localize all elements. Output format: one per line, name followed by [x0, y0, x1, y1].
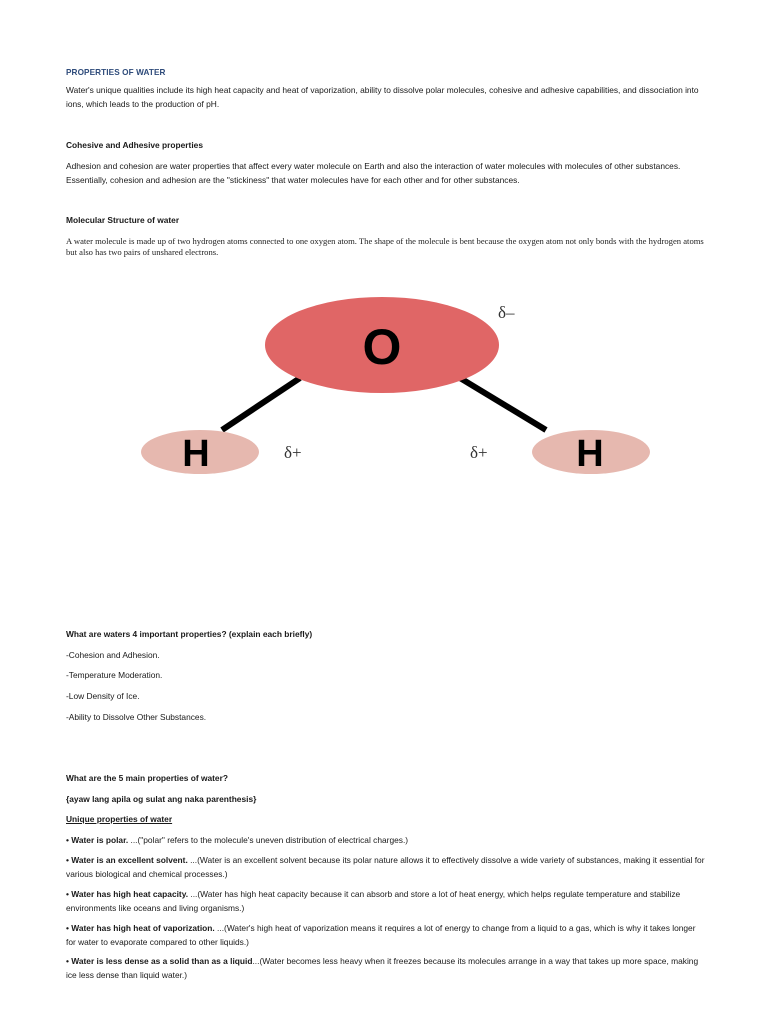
property-title: • Water has high heat of vaporization.: [66, 923, 215, 933]
oxygen-label: O: [362, 319, 402, 375]
property-item: [66, 834, 706, 848]
hydrogen-right-label: H: [576, 433, 604, 475]
property-item: [66, 854, 706, 881]
right-bond: [460, 378, 546, 430]
cohesive-heading: Cohesive and Adhesive properties: [66, 140, 203, 150]
property-title: • Water has high heat capacity.: [66, 889, 189, 899]
water-molecule-diagram: [0, 280, 768, 500]
structure-paragraph: A water molecule is made up of two hydrogen atoms connected to one oxygen atom. The shape of the molecule is bent because the oxygen atom not only bonds with the hydrogen atoms but also has two pairs of unshared electrons.: [66, 236, 704, 258]
property-explanation: ...(Water has high heat capacity because it can absorb and store a lot of heat energy, which helps regulate temperature and stabilize environments like oceans and living organisms.): [66, 889, 681, 913]
q1-item: -Ability to Dissolve Other Substances.: [66, 712, 207, 722]
q2-note: {ayaw lang apila og sulat ang naka parenthesis}: [66, 794, 257, 804]
q1-item: -Cohesion and Adhesion.: [66, 650, 160, 660]
right-charge-label: δ+: [470, 443, 488, 462]
property-title: • Water is polar.: [66, 835, 129, 845]
q2-heading: What are the 5 main properties of water?: [66, 773, 228, 783]
q2-subheading: Unique properties of water: [66, 814, 173, 824]
property-item: [66, 888, 706, 915]
left-bond: [222, 378, 300, 430]
property-explanation: ...("polar" refers to the molecule's uneven distribution of electrical charges.): [128, 835, 409, 845]
property-explanation: ...(Water becomes less heavy when it freezes because its molecules arrange in a way that takes up more space, making ice less dense than liquid water.): [66, 956, 699, 980]
q1-item: -Temperature Moderation.: [66, 670, 163, 680]
hydrogen-left-label: H: [182, 433, 210, 475]
property-explanation: ...(Water's high heat of vaporization means it requires a lot of energy to change from a liquid to a gas, which is why it takes longer for water to evaporate compared to other liquids.): [66, 923, 696, 947]
property-item: [66, 955, 706, 982]
cohesive-paragraph: Adhesion and cohesion are water properties that affect every water molecule on Earth and also the interaction of water molecules with molecules of other substances. Essentially, cohesion and adhesion are the "stickiness" that water molecules have for each other and for other substances.: [66, 161, 681, 185]
oxygen-charge-label: δ–: [498, 303, 515, 322]
left-charge-label: δ+: [284, 443, 302, 462]
structure-heading: Molecular Structure of water: [66, 215, 180, 225]
property-explanation: ...(Water is an excellent solvent because its polar nature allows it to effectively dissolve a wide variety of substances, making it essential for various biological and chemical processes.): [66, 855, 705, 879]
intro-paragraph: Water's unique qualities include its high heat capacity and heat of vaporization, ability to dissolve polar molecules, cohesive and adhesive capabilities, and dissociation into ions, which leads to the production of pH.: [66, 85, 699, 109]
q1-item: -Low Density of Ice.: [66, 691, 140, 701]
property-title: • Water is an excellent solvent.: [66, 855, 188, 865]
q1-heading: What are waters 4 important properties? (explain each briefly): [66, 629, 313, 639]
property-item: [66, 922, 706, 949]
property-title: • Water is less dense as a solid than as a liquid: [66, 956, 253, 966]
page-title: PROPERTIES OF WATER: [66, 68, 166, 77]
